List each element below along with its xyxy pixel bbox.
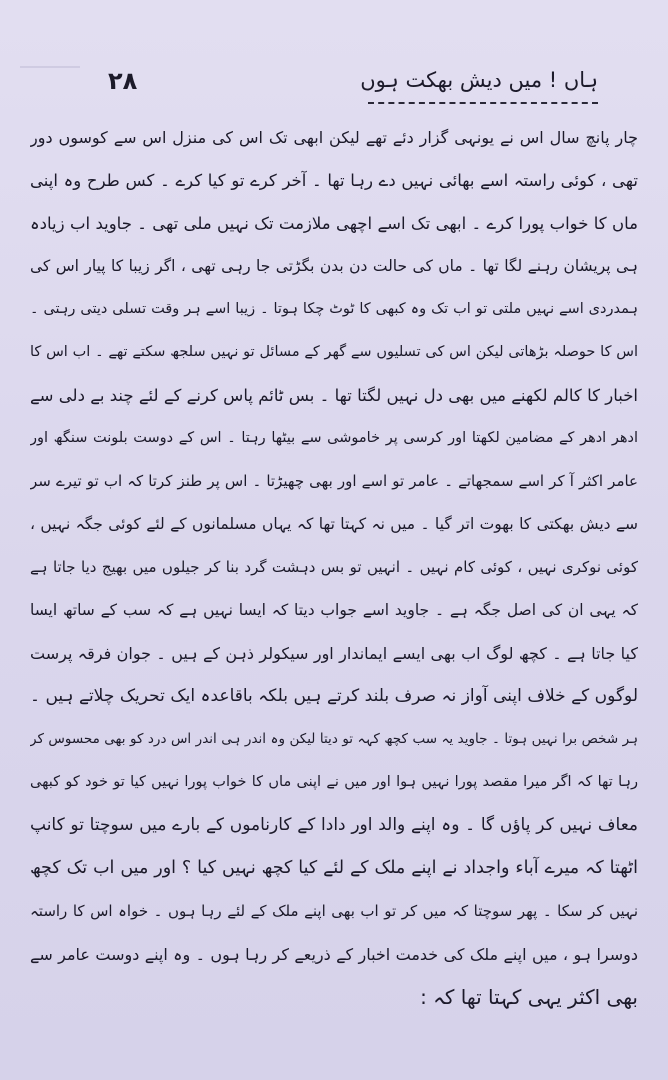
text-line: کوئی نوکری نہیں ، کوئی کام نہیں ۔ انہیں تو بس دہشت گرد بنا کر جیلوں میں بھیج دیا جاتا ہے (30, 558, 638, 576)
text-line: چار پانچ سال اس نے یونہی گزار دئے تھے لیکن ابھی تک اس کی منزل اس سے کوسوں دور (30, 128, 638, 147)
text-line: تھی ، کوئی راستہ اسے بھائی نہیں دے رہا تھا ۔ آخر کرے تو کیا کرے ۔ کس طرح وہ اپنی (30, 171, 638, 190)
body-text (30, 116, 638, 1019)
text-line: نہیں کر سکا ۔ پھر سوچتا کہ میں کر تو اب بھی اپنے ملک کے لئے رہا ہوں ۔ خواہ اس کا راستہ (30, 902, 638, 920)
running-title: ہاں ! میں دیش بھکت ہوں (360, 68, 598, 92)
text-line: اٹھتا کہ میرے آباء واجداد نے اپنے ملک کے لئے کیا کچھ نہیں کیا ؟ اور میں اب تک کچھ (30, 858, 638, 878)
text-line: ہمدردی اسے نہیں ملتی تو اب تک وہ کبھی کا ٹوٹ چکا ہوتا ۔ زیبا اسے ہر وقت تسلی دیتی رہتی ۔ (30, 301, 638, 317)
text-line: لوگوں کے خلاف اپنی آواز نہ صرف بلند کرتے ہیں بلکہ باقاعدہ ایک تحریک چلاتے ہیں ۔ (30, 686, 638, 706)
text-line: کیا جاتا ہے ۔ کچھ لوگ اب بھی ایسے ایماندار اور سیکولر ذہن کے ہیں ۔ جوان فرقہ پرست (30, 644, 638, 663)
text-line: سے دیش بھکتی کا بھوت اتر گیا ۔ میں نہ کہتا تھا کہ یہاں مسلمانوں کے لئے کوئی جگہ نہیں ، (30, 515, 638, 533)
text-line: معاف نہیں کر پاؤں گا ۔ وہ اپنے والد اور دادا کے کارناموں کے بارے میں سوچتا تو کانپ (30, 815, 638, 835)
text-line: ادھر ادھر کے مضامین لکھتا اور کرسی پر خاموشی سے بیٹھا رہتا ۔ اس کے دوست بلونت سنگھ اور (30, 430, 638, 446)
header-dashed-rule (368, 102, 598, 104)
page-number: ۲۸ (108, 67, 138, 95)
text-line: اخبار کا کالم لکھنے میں بھی دل نہیں لگتا تھا ۔ بس ٹائم پاس کرنے کے لئے چند بے دلی سے (30, 386, 638, 405)
page-header (30, 56, 638, 95)
text-line: اس کا حوصلہ بڑھاتی لیکن اس کی تسلیوں سے گھر کے مسائل تو نہیں سلجھ سکتے تھے ۔ اب اس کا (30, 344, 638, 360)
text-line: ہی پریشان رہنے لگا تھا ۔ ماں کی حالت دن بدن بگڑتی جا رہی تھی ، اگر زیبا کا پیار اس کی (30, 257, 638, 275)
text-line: دوسرا ہو ، میں اپنے ملک کی خدمت اخبار کے ذریعے کر رہا ہوں ۔ وہ اپنے دوست عامر سے (30, 945, 638, 964)
text-line: ماں کا خواب پورا کرے ۔ ابھی تک اسے اچھی ملازمت تک نہیں ملی تھی ۔ جاوید اب زیادہ (30, 214, 638, 233)
text-line: بھی اکثر یہی کہتا تھا کہ : (420, 985, 638, 1009)
text-line: عامر اکثر آ کر اسے سمجھاتے ۔ عامر تو اسے اور بھی چھیڑتا ۔ اس پر طنز کرتا کہ اب تو تیرے سر (30, 472, 638, 490)
text-line: ہر شخص برا نہیں ہوتا ۔ جاوید یہ سب کچھ کہہ تو دیتا لیکن وہ اندر ہی اندر اس درد کو بھی محسوس کر (30, 731, 638, 747)
text-line: کہ یہی ان کی اصل جگہ ہے ۔ جاوید اسے جواب دیتا کہ ایسا نہیں ہے کہ سب کے ساتھ ایسا (30, 601, 638, 619)
text-line: رہا تھا کہ اگر میرا مقصد پورا نہیں ہوا اور میں نے اپنی ماں کا خواب پورا نہیں کیا تو خود کو کبھی (30, 774, 638, 790)
